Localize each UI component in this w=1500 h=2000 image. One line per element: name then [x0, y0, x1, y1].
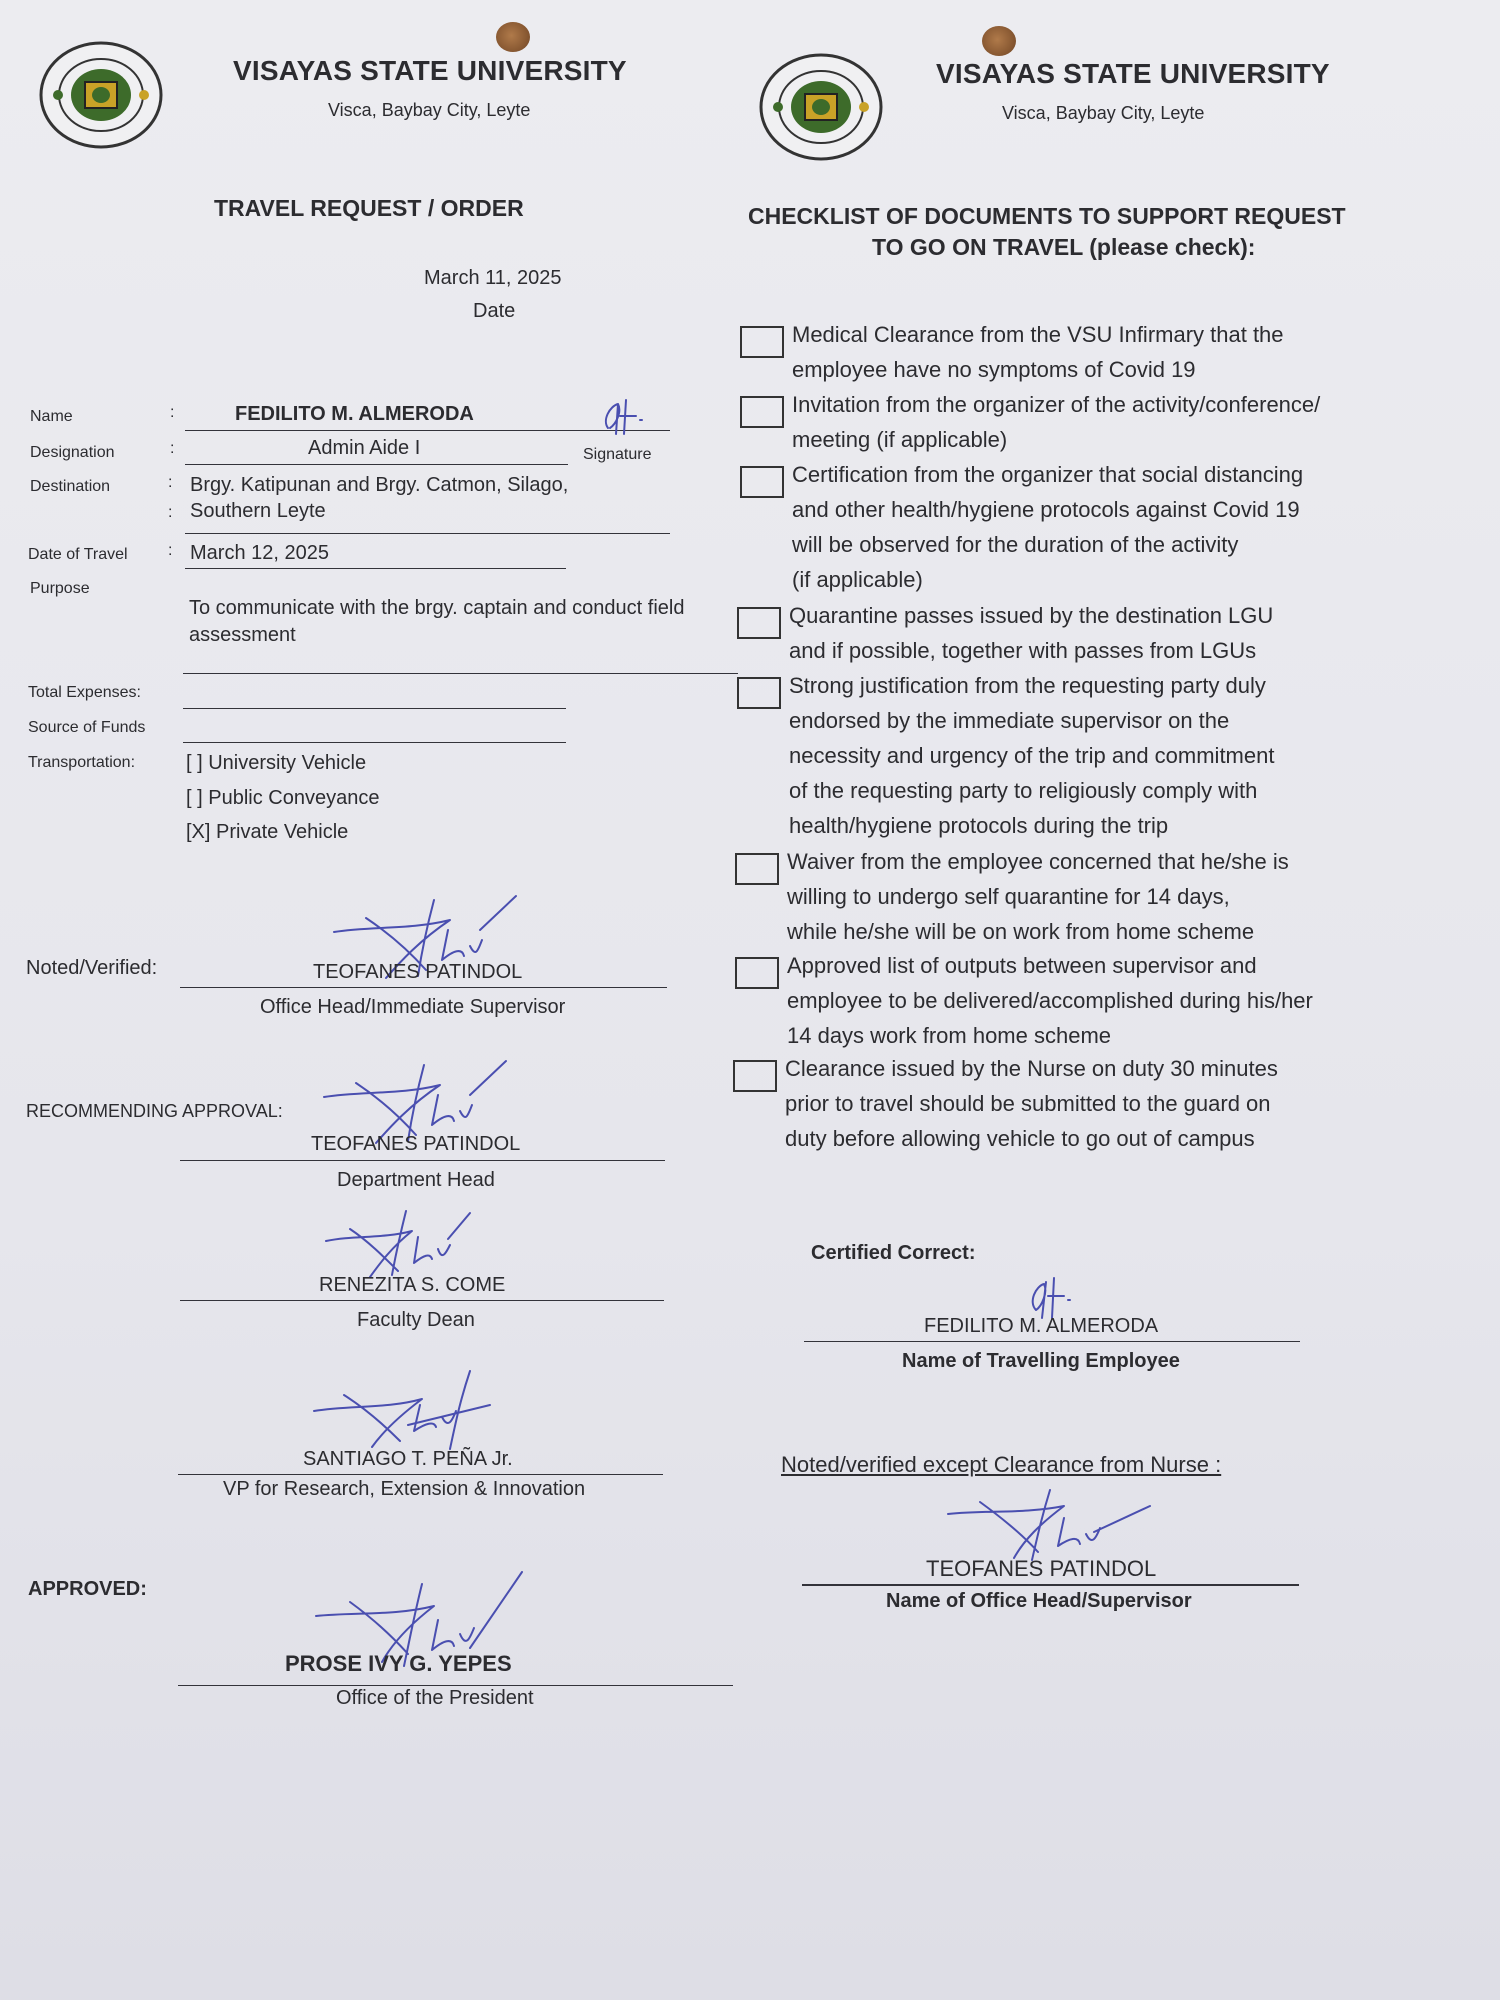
dean-underline	[180, 1300, 664, 1301]
checklist-item-text: necessity and urgency of the trip and commitment	[789, 743, 1275, 768]
checklist-checkbox[interactable]	[733, 1060, 777, 1092]
form-title: TRAVEL REQUEST / ORDER	[214, 195, 524, 221]
transport-option-private-vehicle[interactable]: [X] Private Vehicle	[186, 821, 349, 843]
destination-underline	[185, 533, 670, 534]
checklist-item-text: Approved list of outputs between supervisor and	[787, 953, 1257, 978]
checklist-checkbox[interactable]	[740, 396, 784, 428]
checklist-item-text: 14 days work from home scheme	[787, 1023, 1112, 1048]
date-of-travel-underline	[185, 568, 566, 569]
signature-santiago-pena	[310, 1365, 500, 1455]
university-seal-icon	[758, 52, 884, 162]
vp-name: SANTIAGO T. PEÑA Jr.	[303, 1448, 513, 1470]
purpose-label: Purpose	[30, 580, 90, 597]
employee-name: FEDILITO M. ALMERODA	[924, 1315, 1159, 1337]
destination-line-2: Southern Leyte	[190, 500, 326, 522]
punch-hole-left	[496, 22, 530, 52]
vp-underline	[178, 1474, 663, 1475]
president-title: Office of the President	[336, 1687, 534, 1709]
checklist-item-text: Medical Clearance from the VSU Infirmary that the	[792, 322, 1284, 347]
checklist-title-line-2: TO GO ON TRAVEL (please check):	[872, 234, 1256, 260]
employee-signature	[1022, 1268, 1082, 1320]
checklist-item-text: Invitation from the organizer of the activity/conference/	[792, 392, 1321, 417]
president-underline	[178, 1685, 733, 1686]
total-expenses-label: Total Expenses:	[28, 684, 141, 701]
checklist-item-text: duty before allowing vehicle to go out of campus	[785, 1126, 1255, 1151]
approved-label: APPROVED:	[28, 1578, 147, 1600]
date-label: Date	[473, 300, 516, 322]
noted-name: TEOFANES PATINDOL	[313, 961, 523, 983]
checklist-item-text: Strong justification from the requesting party duly	[789, 673, 1266, 698]
checklist-item-text: employee have no symptoms of Covid 19	[792, 357, 1196, 382]
supervisor-name: TEOFANES PATINDOL	[926, 1556, 1157, 1581]
punch-hole-right	[982, 26, 1016, 56]
checklist-item-text: of the requesting party to religiously comply with	[789, 778, 1258, 803]
university-address: Visca, Baybay City, Leyte	[328, 100, 531, 120]
checklist-checkbox[interactable]	[735, 853, 779, 885]
destination-line-1: Brgy. Katipunan and Brgy. Catmon, Silago,	[190, 474, 569, 496]
checklist-item-text: prior to travel should be submitted to the guard on	[785, 1091, 1271, 1116]
checklist-item-text: endorsed by the immediate supervisor on the	[789, 708, 1230, 733]
colon: :	[170, 440, 175, 457]
colon: :	[168, 504, 173, 521]
checklist-item-text: and if possible, together with passes from LGUs	[789, 638, 1257, 663]
designation-label: Designation	[30, 444, 115, 461]
checklist-item-text: and other health/hygiene protocols against Covid 19	[792, 497, 1300, 522]
checklist-item-text: Quarantine passes issued by the destination LGU	[789, 603, 1274, 628]
colon: :	[170, 404, 175, 421]
employee-signature	[596, 390, 656, 436]
purpose-underline	[183, 673, 738, 674]
name-label: Name	[30, 408, 73, 425]
checklist-item-text: Waiver from the employee concerned that he/she is	[787, 849, 1289, 874]
checklist-checkbox[interactable]	[737, 607, 781, 639]
noted-verified-label: Noted/Verified:	[26, 957, 158, 979]
university-name: VISAYAS STATE UNIVERSITY	[936, 58, 1330, 89]
dean-name: RENEZITA S. COME	[319, 1274, 506, 1296]
noted-underline	[180, 987, 667, 988]
checklist-item-text: Certification from the organizer that social distancing	[792, 462, 1304, 487]
checklist-title-line-1: CHECKLIST OF DOCUMENTS TO SUPPORT REQUEST	[748, 203, 1346, 229]
supervisor-caption: Name of Office Head/Supervisor	[886, 1590, 1192, 1612]
designation-underline	[185, 464, 568, 465]
university-seal-icon	[38, 40, 164, 150]
checklist-item-text: Clearance issued by the Nurse on duty 30 minutes	[785, 1056, 1278, 1081]
purpose-line-1: To communicate with the brgy. captain and conduct field	[189, 597, 685, 619]
source-of-funds-underline	[183, 742, 566, 743]
transportation-label: Transportation:	[28, 754, 136, 771]
name-value: FEDILITO M. ALMERODA	[235, 403, 474, 425]
checklist-item-text: while he/she will be on work from home scheme	[787, 919, 1255, 944]
designation-value: Admin Aide I	[308, 437, 421, 459]
checklist-item-text: meeting (if applicable)	[792, 427, 1008, 452]
date-value: March 11, 2025	[424, 267, 562, 289]
checklist-item-text: health/hygiene protocols during the trip	[789, 813, 1169, 838]
date-of-travel-value: March 12, 2025	[190, 542, 329, 564]
total-expenses-underline	[183, 708, 566, 709]
colon: :	[168, 542, 173, 559]
dean-title: Faculty Dean	[357, 1309, 475, 1331]
checklist-checkbox[interactable]	[740, 466, 784, 498]
employee-caption: Name of Travelling Employee	[902, 1350, 1180, 1372]
university-address: Visca, Baybay City, Leyte	[1002, 103, 1205, 123]
supervisor-underline	[802, 1584, 1299, 1586]
recommending-title: Department Head	[337, 1169, 495, 1191]
checklist-item-text: willing to undergo self quarantine for 14 days,	[787, 884, 1230, 909]
checklist-checkbox[interactable]	[735, 957, 779, 989]
recommending-name: TEOFANES PATINDOL	[311, 1133, 521, 1155]
checklist-checkbox[interactable]	[737, 677, 781, 709]
recommending-approval-label: RECOMMENDING APPROVAL:	[26, 1101, 283, 1121]
president-name: PROSE IVY G. YEPES	[285, 1651, 512, 1676]
checklist-item-text: employee to be delivered/accomplished during his/her	[787, 988, 1313, 1013]
employee-underline	[804, 1341, 1300, 1342]
recommending-underline	[180, 1160, 665, 1161]
signature-label: Signature	[583, 446, 652, 463]
signature-renezita-come	[320, 1205, 490, 1285]
purpose-line-2: assessment	[189, 624, 296, 646]
destination-label: Destination	[30, 478, 111, 495]
noted-except-label: Noted/verified except Clearance from Nurse :	[781, 1452, 1222, 1477]
colon: :	[168, 474, 173, 491]
transport-option-university-vehicle[interactable]: [ ] University Vehicle	[186, 752, 367, 774]
transport-option-public-conveyance[interactable]: [ ] Public Conveyance	[186, 787, 380, 809]
date-of-travel-label: Date of Travel	[28, 546, 128, 563]
source-of-funds-label: Source of Funds	[28, 719, 146, 736]
checklist-item-text: will be observed for the duration of the activity	[792, 532, 1239, 557]
checklist-item-text: (if applicable)	[792, 567, 923, 592]
university-name: VISAYAS STATE UNIVERSITY	[233, 55, 627, 86]
vp-title: VP for Research, Extension & Innovation	[223, 1478, 586, 1500]
noted-title: Office Head/Immediate Supervisor	[260, 996, 566, 1018]
certified-correct-label: Certified Correct:	[811, 1242, 976, 1264]
checklist-checkbox[interactable]	[740, 326, 784, 358]
